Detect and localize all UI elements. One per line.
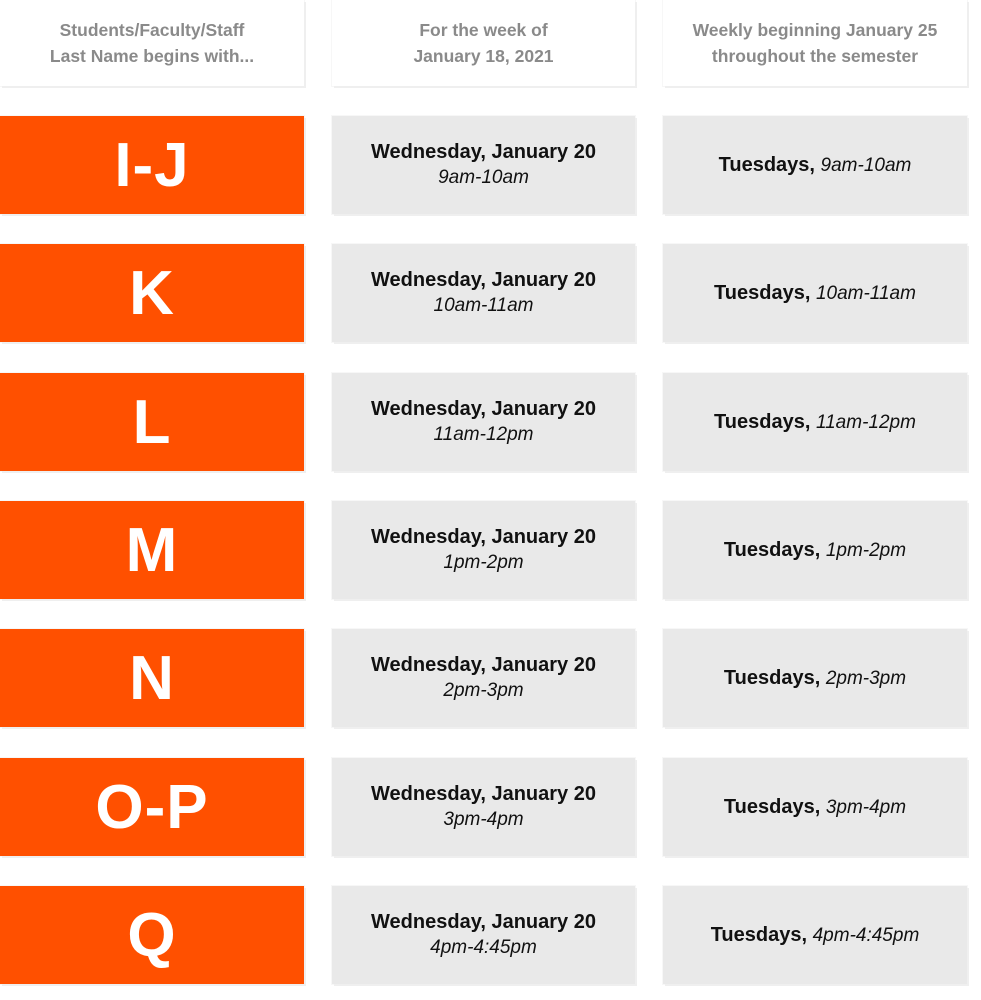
weekly-slot: [663, 886, 967, 984]
last-name-range: N: [0, 629, 304, 727]
weekly-day: Tuesdays,: [718, 153, 815, 176]
week-of-slot: [332, 758, 635, 856]
slot-time: 2pm-3pm: [443, 680, 524, 701]
header-weekly-line1: Weekly beginning January 25: [692, 20, 938, 40]
weekly-slot: [663, 373, 967, 471]
header-week-of-line1: For the week of: [419, 20, 548, 40]
slot-day: Wednesday, January 20: [371, 911, 596, 933]
slot-day: Wednesday, January 20: [371, 526, 596, 548]
weekly-time: 11am-12pm: [815, 411, 916, 433]
slot-day: Wednesday, January 20: [371, 783, 596, 805]
slot-time: 1pm-2pm: [443, 552, 524, 573]
slot-time: 9am-10am: [438, 167, 529, 188]
last-name-range: I-J: [0, 116, 304, 214]
slot-day: Wednesday, January 20: [371, 398, 596, 420]
week-of-slot: [332, 886, 635, 984]
weekly-slot: [663, 116, 967, 214]
last-name-range: M: [0, 501, 304, 599]
weekly-day: Tuesdays,: [714, 410, 811, 433]
weekly-slot: [663, 758, 967, 856]
header-weekly: [663, 0, 967, 86]
slot-time: 4pm-4:45pm: [430, 937, 537, 958]
slot-day: Wednesday, January 20: [371, 654, 596, 676]
header-last-name-line2: Last Name begins with...: [49, 46, 255, 66]
week-of-slot: [332, 244, 635, 342]
last-name-range: K: [0, 244, 304, 342]
slot-day: Wednesday, January 20: [371, 141, 596, 163]
weekly-day: Tuesdays,: [723, 538, 821, 561]
weekly-day: Tuesdays,: [723, 795, 821, 818]
slot-day: Wednesday, January 20: [371, 269, 596, 291]
slot-time: 3pm-4pm: [443, 809, 524, 830]
weekly-day: Tuesdays,: [723, 666, 821, 689]
weekly-slot: [663, 629, 967, 727]
weekly-slot: [663, 501, 967, 599]
weekly-time: 2pm-3pm: [825, 667, 907, 689]
week-of-slot: [332, 116, 635, 214]
header-weekly-line2: throughout the semester: [711, 46, 919, 66]
last-name-range: L: [0, 373, 304, 471]
weekly-day: Tuesdays,: [714, 281, 811, 304]
weekly-time: 10am-11am: [815, 282, 916, 304]
week-of-slot: [332, 373, 635, 471]
last-name-range: Q: [0, 886, 304, 984]
weekly-time: 4pm-4:45pm: [812, 924, 920, 946]
weekly-time: 9am-10am: [820, 154, 912, 176]
week-of-slot: [332, 629, 635, 727]
slot-time: 11am-12pm: [433, 424, 534, 445]
weekly-time: 1pm-2pm: [825, 539, 907, 561]
weekly-day: Tuesdays,: [710, 923, 808, 946]
header-week-of-line2: January 18, 2021: [413, 46, 554, 66]
slot-time: 10am-11am: [433, 295, 534, 316]
last-name-range: O-P: [0, 758, 304, 856]
weekly-slot: [663, 244, 967, 342]
weekly-time: 3pm-4pm: [825, 796, 907, 818]
header-week-of: [332, 0, 635, 86]
week-of-slot: [332, 501, 635, 599]
header-last-name-line1: Students/Faculty/Staff: [59, 20, 245, 40]
header-last-name: [0, 0, 304, 86]
